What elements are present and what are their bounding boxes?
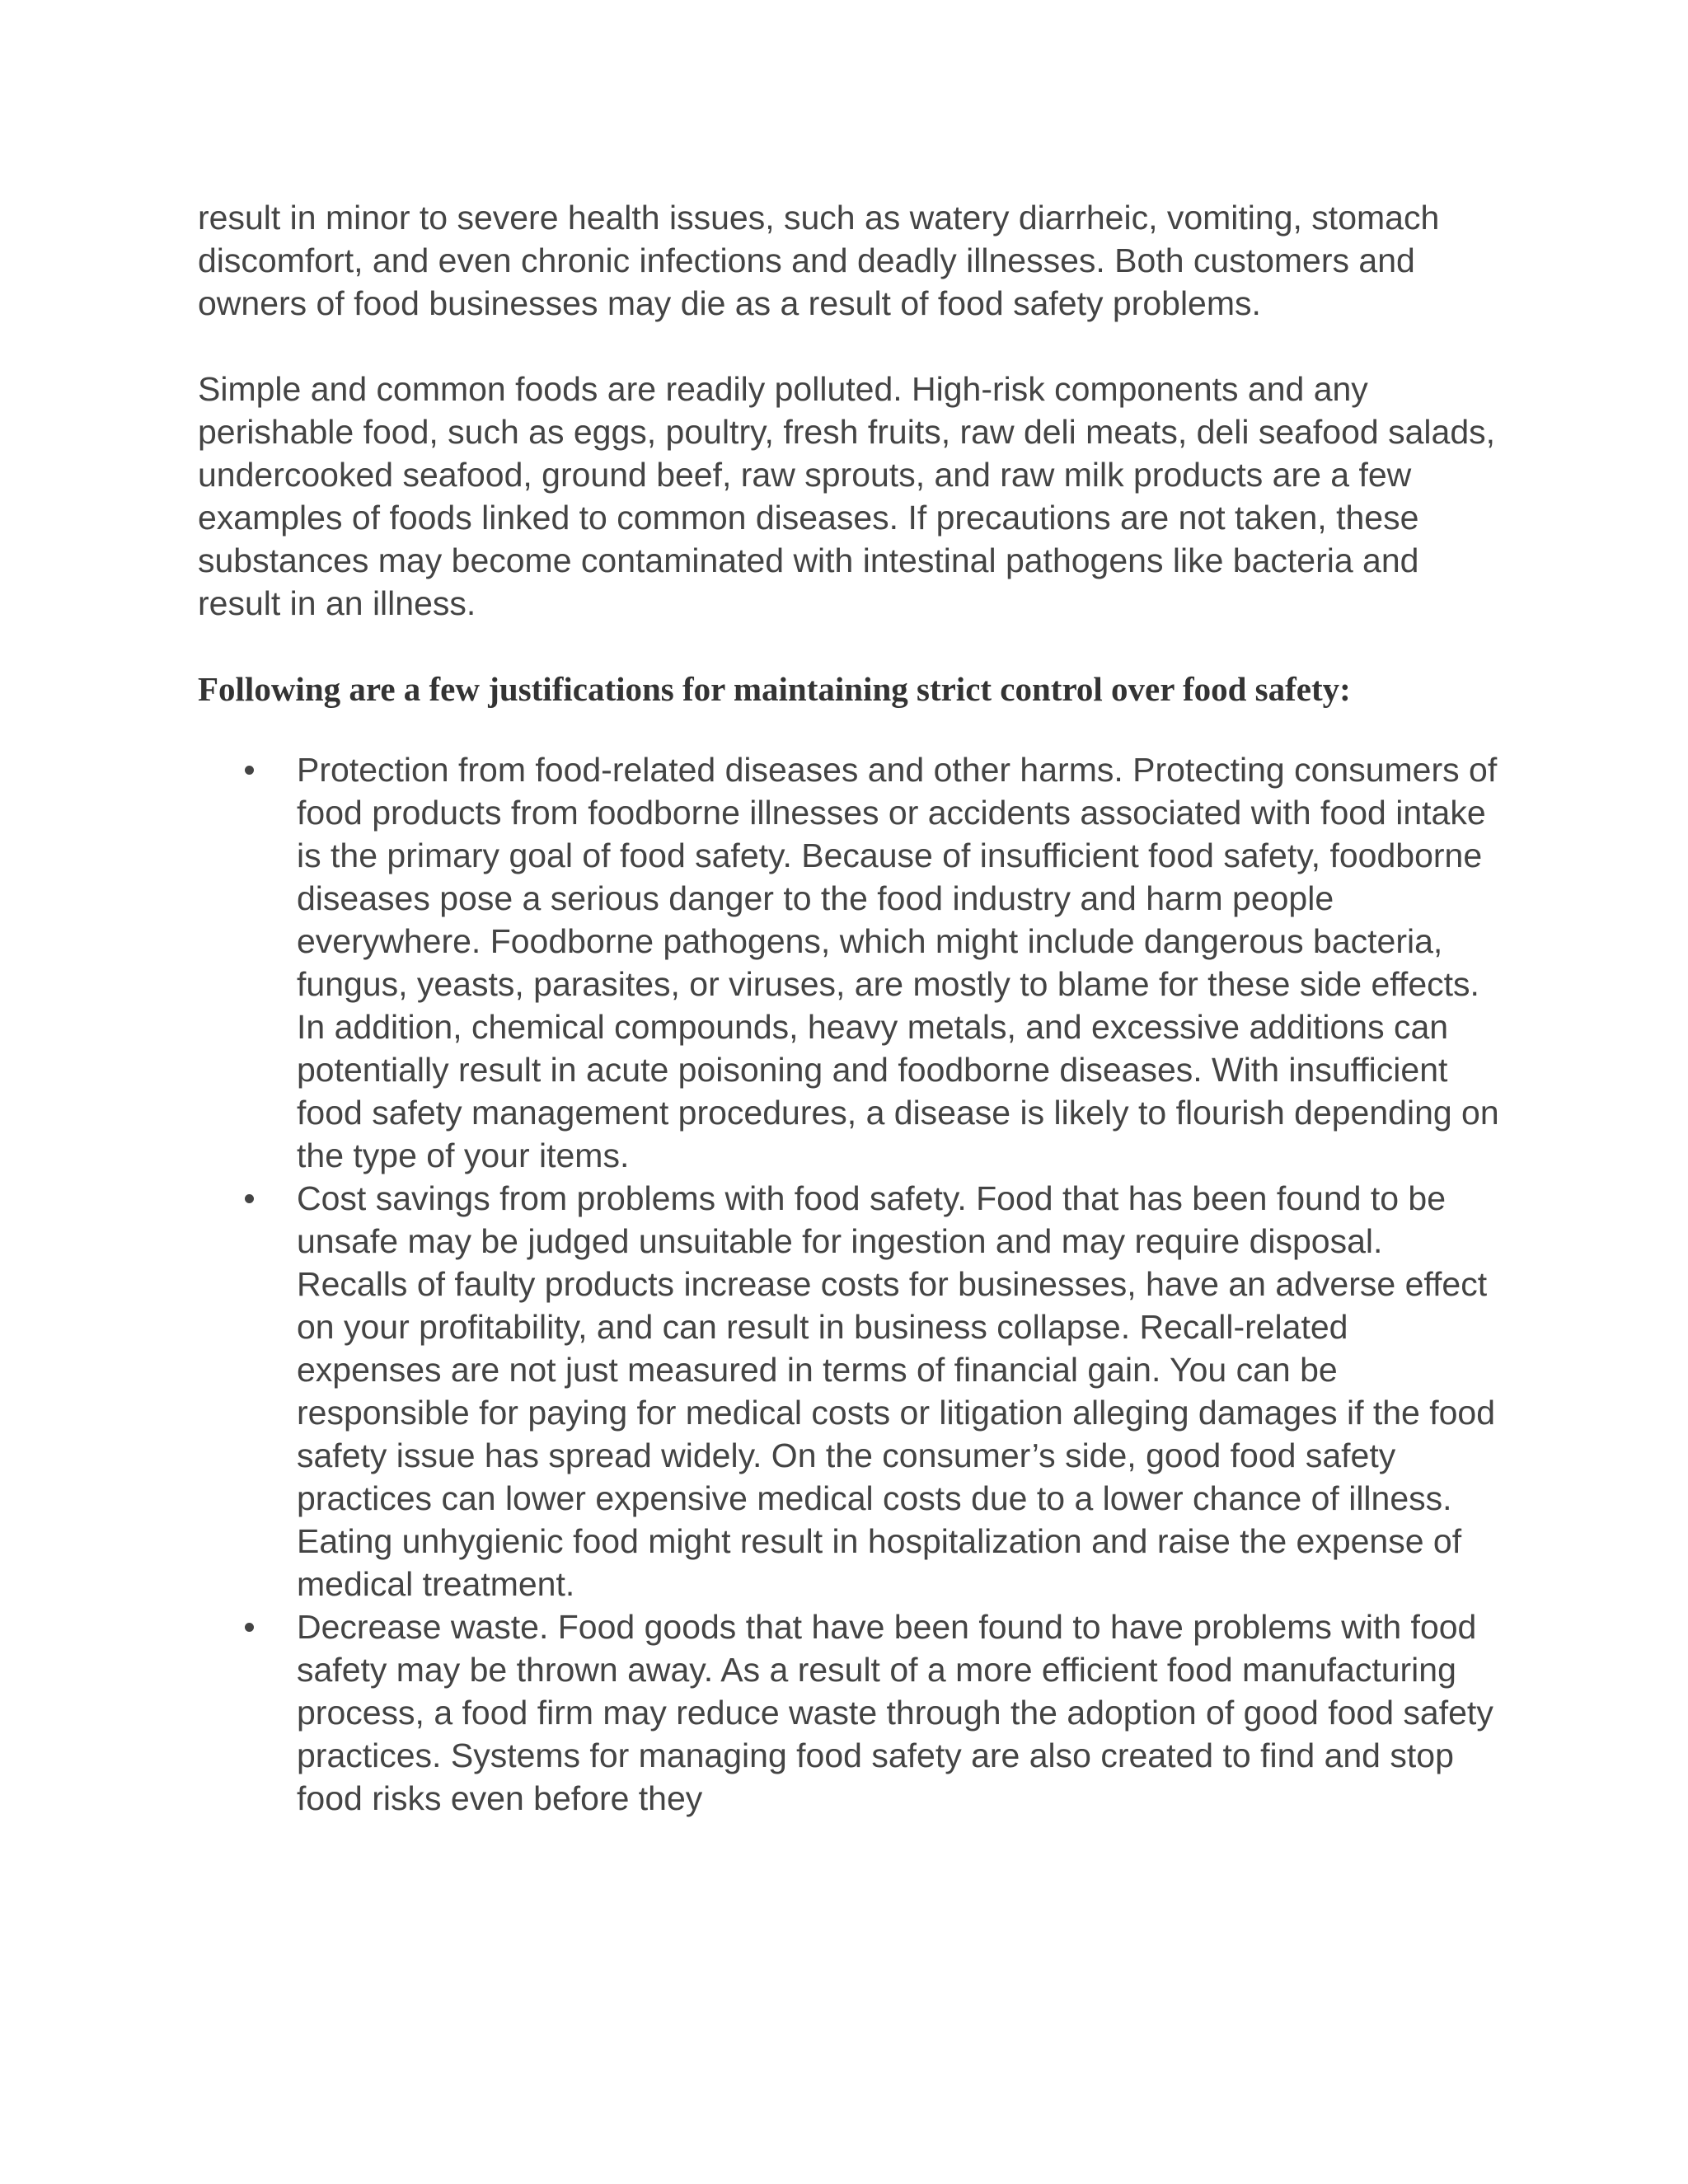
list-item: [297, 1177, 1500, 1605]
document-body: [198, 196, 1500, 1820]
list-item-text: Protection from food-related diseases and other harms. Protecting consumers of food products from foodborne illnesses or accidents associated with food intake is the primary goal of food safety. Because of insufficient food safety, foodborne diseases pose a serious danger to the food industry and harm people everywhere. Foodborne pathogens, which might include dangerous bacteria, fungus, yeasts, parasites, or viruses, are mostly to blame for these side effects. In addition, chemical compounds, heavy metals, and excessive additions can potentially result in acute poisoning and foodborne diseases. With insufficient food safety management procedures, a disease is likely to flourish depending on the type of your items.: [297, 751, 1499, 1174]
bullet-icon: [245, 766, 254, 775]
list-item-text: Decrease waste. Food goods that have been found to have problems with food safety may be thrown away. As a result of a more efficient food manufacturing process, a food firm may reduce waste through the adoption of good food safety practices. Systems for managing food safety are also created to find and stop food risks even before they: [297, 1608, 1493, 1817]
paragraph-common-foods: Simple and common foods are readily polluted. High-risk components and any perishable food, such as eggs, poultry, fresh fruits, raw deli meats, deli seafood salads, undercooked seafood, ground beef, raw sprouts, and raw milk products are a few examples of foods linked to common diseases. If precautions are not taken, these substances may become contaminated with intestinal pathogens like bacteria and result in an illness.: [198, 370, 1496, 622]
justification-list: [198, 748, 1500, 1820]
list-item: [297, 748, 1500, 1177]
bullet-icon: [245, 1623, 254, 1632]
section-heading: Following are a few justifications for maintaining strict control over food safety:: [198, 670, 1351, 708]
list-item: [297, 1605, 1500, 1820]
paragraph-health-issues: result in minor to severe health issues, such as watery diarrheic, vomiting, stomach discomfort, and even chronic infections and deadly illnesses. Both customers and owners of food businesses may die as a result of food safety problems.: [198, 199, 1440, 322]
bullet-icon: [245, 1194, 254, 1203]
list-item-text: Cost savings from problems with food safety. Food that has been found to be unsafe may be judged unsuitable for ingestion and may require disposal. Recalls of faulty products increase costs for businesses, have an adverse effect on your profitability, and can result in business collapse. Recall-related expenses are not just measured in terms of financial gain. You can be responsible for paying for medical costs or litigation alleging damages if the food safety issue has spread widely. On the consumer’s side, good food safety practices can lower expensive medical costs due to a lower chance of illness. Eating unhygienic food might result in hospitalization and raise the expense of medical treatment.: [297, 1179, 1496, 1603]
